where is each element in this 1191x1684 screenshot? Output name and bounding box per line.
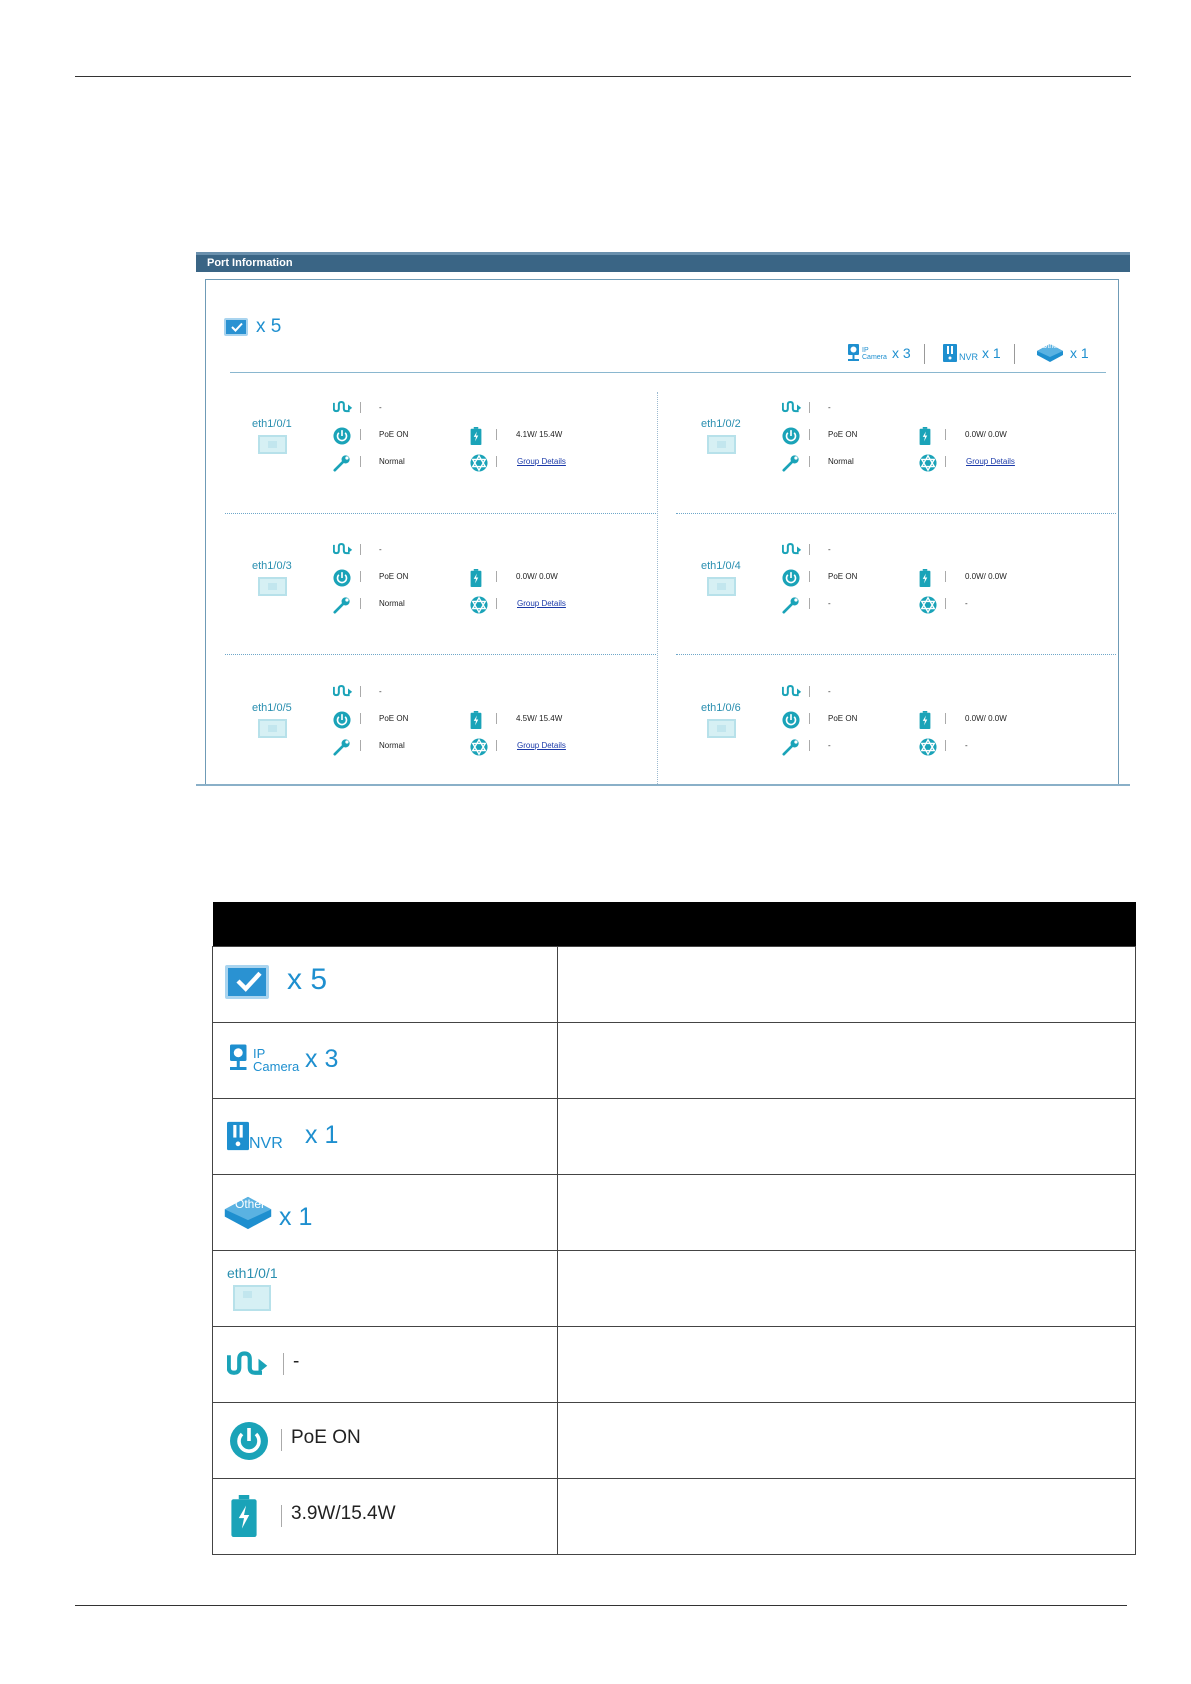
battery-power-icon xyxy=(919,427,937,445)
separator xyxy=(945,456,946,467)
port-information-screenshot xyxy=(196,252,1130,786)
separator xyxy=(496,740,497,751)
powered-device-check-icon xyxy=(225,965,269,999)
powered-count: x 5 xyxy=(256,316,282,337)
separator xyxy=(809,544,810,555)
separator xyxy=(496,456,497,467)
nvr-count: x 1 xyxy=(305,1121,339,1149)
separator xyxy=(496,571,497,582)
ip-camera-count: x 3 xyxy=(892,345,911,361)
separator xyxy=(945,571,946,582)
table-cell xyxy=(213,947,558,1023)
wrench-icon xyxy=(782,454,800,472)
description-cell xyxy=(558,1327,1136,1403)
power-value: 0.0W/ 0.0W xyxy=(516,572,558,581)
panel-title-bar xyxy=(196,252,1130,272)
link-speed-icon xyxy=(333,684,351,702)
summary-divider xyxy=(1014,344,1015,364)
table-row xyxy=(213,1175,1136,1251)
nvr-count: x 1 xyxy=(982,345,1001,361)
table-row xyxy=(213,1023,1136,1099)
table-row xyxy=(213,1479,1136,1555)
separator xyxy=(283,1353,284,1375)
link-value: - xyxy=(379,545,382,554)
other-count: x 1 xyxy=(279,1203,313,1231)
status-value: Normal xyxy=(828,457,854,466)
ethernet-port-icon xyxy=(233,1285,271,1311)
separator xyxy=(496,429,497,440)
separator xyxy=(496,713,497,724)
footer-rule xyxy=(75,1605,1127,1606)
group-icon xyxy=(470,738,488,756)
ethernet-port-icon xyxy=(258,719,287,738)
link-speed-icon xyxy=(227,1351,269,1377)
separator xyxy=(945,598,946,609)
link-value: - xyxy=(379,403,382,412)
ip-camera-label: IP Camera xyxy=(862,347,887,361)
port-name: eth1/0/6 xyxy=(701,702,741,714)
separator xyxy=(360,686,361,697)
poe-value: PoE ON xyxy=(828,714,858,723)
separator xyxy=(360,571,361,582)
summary-divider xyxy=(924,344,925,364)
row-divider xyxy=(676,513,1116,514)
battery-power-icon xyxy=(231,1495,257,1537)
description-cell xyxy=(558,1175,1136,1251)
separator xyxy=(809,598,810,609)
link-speed-icon xyxy=(333,542,351,560)
status-value: Normal xyxy=(379,599,405,608)
ethernet-port-icon xyxy=(707,577,736,596)
port-name: eth1/0/2 xyxy=(701,418,741,430)
port-cell xyxy=(206,674,655,786)
summary-rule xyxy=(230,372,1106,373)
ip-camera-label: IP Camera xyxy=(253,1046,300,1074)
group-details-link[interactable]: Group Details xyxy=(517,457,566,466)
status-value: Normal xyxy=(379,457,405,466)
description-cell xyxy=(558,947,1136,1023)
port-information-panel xyxy=(205,279,1119,786)
ip-camera-count: x 3 xyxy=(305,1045,339,1073)
table-row xyxy=(213,1403,1136,1479)
separator xyxy=(809,686,810,697)
battery-power-icon xyxy=(470,711,488,729)
power-icon xyxy=(333,427,351,445)
separator xyxy=(809,456,810,467)
table-header xyxy=(213,902,1136,947)
poe-value: PoE ON xyxy=(828,572,858,581)
battery-power-icon xyxy=(919,569,937,587)
table-row xyxy=(213,1327,1136,1403)
table-row xyxy=(213,947,1136,1023)
separator xyxy=(360,456,361,467)
port-name: eth1/0/1 xyxy=(227,1265,278,1281)
link-speed-icon xyxy=(782,400,800,418)
group-icon xyxy=(919,596,937,614)
separator xyxy=(809,429,810,440)
battery-power-icon xyxy=(470,427,488,445)
power-value: 0.0W/ 0.0W xyxy=(965,572,1007,581)
power-icon xyxy=(333,711,351,729)
status-value: - xyxy=(828,599,831,608)
poe-value: PoE ON xyxy=(828,430,858,439)
table-cell xyxy=(213,1403,558,1479)
wrench-icon xyxy=(333,596,351,614)
nvr-label: NVR xyxy=(959,352,979,362)
ethernet-port-icon xyxy=(707,719,736,738)
row-divider xyxy=(225,513,656,514)
battery-power-icon xyxy=(919,711,937,729)
group-details-link[interactable]: Group Details xyxy=(966,457,1015,466)
description-cell xyxy=(558,1479,1136,1555)
wrench-icon xyxy=(782,738,800,756)
port-name: eth1/0/5 xyxy=(252,702,292,714)
group-value: - xyxy=(965,599,968,608)
nvr-label: NVR xyxy=(249,1135,283,1152)
separator xyxy=(360,740,361,751)
poe-value: PoE ON xyxy=(379,572,409,581)
header-rule xyxy=(75,76,1131,77)
poe-value: PoE ON xyxy=(379,714,409,723)
table-cell xyxy=(213,1175,558,1251)
separator xyxy=(945,713,946,724)
group-details-link[interactable]: Group Details xyxy=(517,741,566,750)
separator xyxy=(360,598,361,609)
separator xyxy=(945,740,946,751)
table-cell xyxy=(213,1327,558,1403)
group-icon xyxy=(470,454,488,472)
separator xyxy=(809,571,810,582)
other-label: Other xyxy=(235,1197,266,1211)
separator xyxy=(281,1505,282,1527)
table-cell xyxy=(213,1479,558,1555)
other-count: x 1 xyxy=(1070,345,1089,361)
ip-camera-icon xyxy=(227,1041,251,1075)
ethernet-port-icon xyxy=(258,577,287,596)
powered-device-check-icon xyxy=(224,318,248,336)
power-icon xyxy=(782,427,800,445)
description-cell xyxy=(558,1023,1136,1099)
separator xyxy=(809,713,810,724)
port-cell xyxy=(206,532,655,652)
group-icon xyxy=(919,738,937,756)
separator xyxy=(945,429,946,440)
description-cell xyxy=(558,1099,1136,1175)
description-cell xyxy=(558,1403,1136,1479)
separator xyxy=(360,429,361,440)
table-cell xyxy=(213,1099,558,1175)
table-header-row xyxy=(213,902,1136,947)
panel-title: Port Information xyxy=(207,257,293,269)
link-value: - xyxy=(828,687,831,696)
link-value: - xyxy=(379,687,382,696)
table-row xyxy=(213,1251,1136,1327)
nvr-icon xyxy=(943,344,957,362)
port-name: eth1/0/3 xyxy=(252,560,292,572)
table-cell xyxy=(213,1023,558,1099)
link-speed-icon xyxy=(782,684,800,702)
port-name: eth1/0/1 xyxy=(252,418,292,430)
port-cell xyxy=(655,390,1104,510)
ethernet-port-icon xyxy=(258,435,287,454)
row-divider xyxy=(225,654,656,655)
battery-power-icon xyxy=(470,569,488,587)
other-label: Other xyxy=(1042,343,1060,350)
power-icon xyxy=(229,1421,269,1461)
power-icon xyxy=(333,569,351,587)
link-value: - xyxy=(828,403,831,412)
powered-count: x 5 xyxy=(287,963,328,996)
separator xyxy=(281,1429,282,1451)
ip-camera-icon xyxy=(846,344,862,362)
table-cell xyxy=(213,1251,558,1327)
group-details-link[interactable]: Group Details xyxy=(517,599,566,608)
group-icon xyxy=(470,596,488,614)
poe-status: PoE ON xyxy=(291,1427,361,1448)
separator xyxy=(360,544,361,555)
port-name: eth1/0/4 xyxy=(701,560,741,572)
separator xyxy=(496,598,497,609)
separator xyxy=(809,402,810,413)
table-row xyxy=(213,1099,1136,1175)
power-icon xyxy=(782,711,800,729)
description-cell xyxy=(558,1251,1136,1327)
power-value: 4.1W/ 15.4W xyxy=(516,430,563,439)
separator xyxy=(360,713,361,724)
ethernet-port-icon xyxy=(707,435,736,454)
wrench-icon xyxy=(782,596,800,614)
power-value: 3.9W/15.4W xyxy=(291,1503,396,1524)
link-value: - xyxy=(293,1351,300,1372)
row-divider xyxy=(676,654,1116,655)
poe-value: PoE ON xyxy=(379,430,409,439)
power-value: 0.0W/ 0.0W xyxy=(965,430,1007,439)
power-icon xyxy=(782,569,800,587)
group-icon xyxy=(919,454,937,472)
group-value: - xyxy=(965,741,968,750)
power-value: 0.0W/ 0.0W xyxy=(965,714,1007,723)
wrench-icon xyxy=(333,738,351,756)
link-value: - xyxy=(828,545,831,554)
status-value: - xyxy=(828,741,831,750)
status-value: Normal xyxy=(379,741,405,750)
icon-description-table xyxy=(212,902,1136,1555)
separator xyxy=(360,402,361,413)
port-cell xyxy=(655,674,1104,786)
link-speed-icon xyxy=(333,400,351,418)
port-cell xyxy=(655,532,1104,652)
link-speed-icon xyxy=(782,542,800,560)
nvr-icon xyxy=(227,1119,249,1153)
port-cell xyxy=(206,390,655,510)
separator xyxy=(809,740,810,751)
power-value: 4.5W/ 15.4W xyxy=(516,714,563,723)
wrench-icon xyxy=(333,454,351,472)
